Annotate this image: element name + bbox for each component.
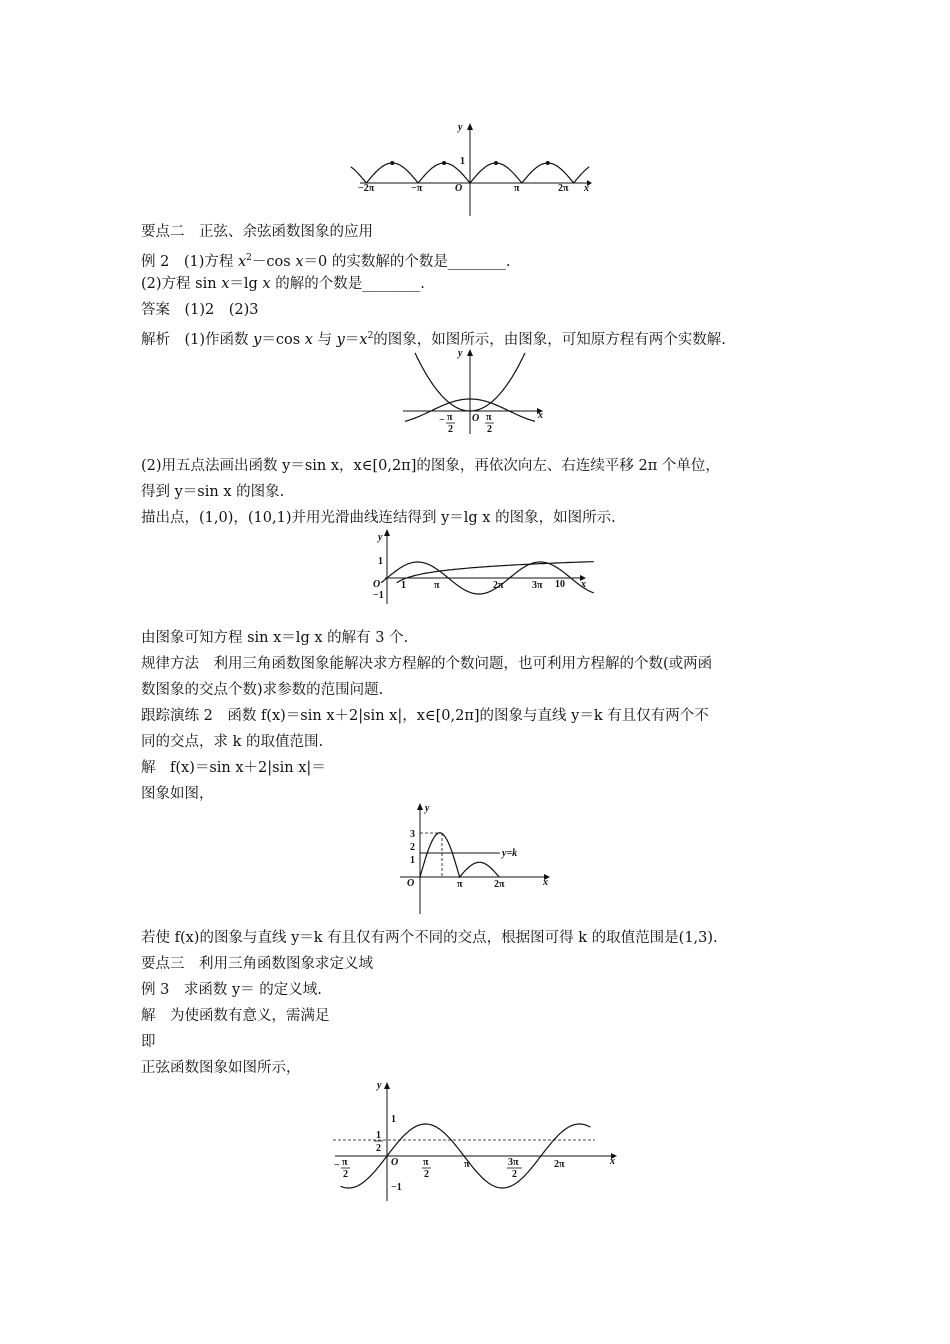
key-point-3-heading: 要点三 利用三角函数图象求定义域 <box>141 956 373 972</box>
svg-text:π: π <box>434 580 440 591</box>
svg-text:O: O <box>373 579 381 590</box>
figure-sin-vs-lg <box>365 528 595 608</box>
svg-text:2π: 2π <box>494 879 505 890</box>
example3-solution: 解 为使函数有意义，需满足 <box>141 1008 330 1024</box>
svg-text:π: π <box>514 183 520 194</box>
example2-analysis2-line2: 得到 y＝sin x 的图象. <box>141 484 285 500</box>
svg-text:x: x <box>543 877 548 888</box>
peak-dot <box>494 161 498 165</box>
svg-text:1: 1 <box>378 556 383 567</box>
peak-dot <box>390 161 394 165</box>
peak-dot <box>442 161 446 165</box>
figure-cos-vs-square <box>398 346 548 436</box>
svg-text:−π: −π <box>411 183 423 194</box>
svg-text:x: x <box>610 1156 615 1167</box>
svg-text:2: 2 <box>448 424 453 435</box>
svg-text:2: 2 <box>343 1169 348 1180</box>
svg-text:−1: −1 <box>391 1182 402 1193</box>
key-point-2-heading: 要点二 正弦、余弦函数图象的应用 <box>141 224 373 240</box>
svg-text:π: π <box>457 879 463 890</box>
svg-text:1: 1 <box>410 855 415 866</box>
practice2-line2: 同的交点，求 k 的取值范围. <box>141 734 324 750</box>
example2-analysis2-line3: 描出点，(1,0)，(10,1)并用光滑曲线连结得到 y＝lg x 的图象，如图所示. <box>141 510 616 526</box>
figure-sin-half <box>325 1076 625 1206</box>
svg-text:y: y <box>378 532 383 543</box>
figure-abs-sin <box>355 118 595 218</box>
sin-lg-graph <box>365 528 595 608</box>
method-line2: 数图象的交点个数)求参数的范围问题. <box>141 682 384 698</box>
svg-text:10: 10 <box>555 579 565 590</box>
svg-text:π: π <box>342 1157 348 1168</box>
example3-question: 例 3 求函数 y＝ 的定义域. <box>141 982 322 998</box>
svg-text:−: − <box>439 415 445 426</box>
svg-text:1: 1 <box>460 156 465 167</box>
svg-text:y=k: y=k <box>502 848 518 859</box>
example3-graph-note: 正弦函数图象如图所示， <box>141 1060 301 1076</box>
svg-text:3π: 3π <box>508 1157 519 1168</box>
svg-text:y: y <box>377 1080 382 1091</box>
example2-question2: (2)方程 sin x＝lg x 的解的个数是________. <box>141 276 425 292</box>
svg-text:2: 2 <box>424 1169 429 1180</box>
svg-text:1: 1 <box>391 1114 396 1125</box>
example2-analysis1: 解析 (1)作函数 y＝cos x 与 $y=x^2$的图象，如图所示，由图象，可知原方程有两个实数解. <box>141 331 726 348</box>
peak-dot <box>546 161 550 165</box>
cos-square-graph <box>398 346 548 436</box>
svg-text:2: 2 <box>487 424 492 435</box>
example3-then: 即 <box>141 1034 156 1050</box>
svg-text:x: x <box>584 183 589 194</box>
svg-text:2π: 2π <box>554 1159 565 1170</box>
practice2-line1: 跟踪演练 2 函数 f(x)＝sin x＋2|sin x|，x∈[0,2π]的图象与直线 y＝k 有且仅有两个不 <box>141 708 709 724</box>
piecewise-sin-graph <box>390 800 560 918</box>
svg-text:3: 3 <box>410 829 415 840</box>
example2-analysis2-line1: (2)用五点法画出函数 y＝sin x，x∈[0,2π]的图象，再依次向左、右连续平移 2π 个单位， <box>141 458 720 474</box>
svg-text:O: O <box>472 413 480 424</box>
svg-text:−: − <box>334 1160 340 1171</box>
svg-text:y: y <box>425 803 430 814</box>
figure-piecewise-sin <box>390 800 560 918</box>
sin-half-graph <box>325 1076 625 1206</box>
svg-text:3π: 3π <box>532 580 543 591</box>
svg-text:x: x <box>538 410 543 421</box>
example2-question1: 例 2 (1)方程 $x^2-\cos$ x＝0 的实数解的个数是________. <box>141 253 511 270</box>
svg-text:π: π <box>447 412 453 423</box>
svg-text:x: x <box>581 579 586 590</box>
example2-conclusion: 由图象可知方程 sin x＝lg x 的解有 3 个. <box>141 630 409 646</box>
svg-text:y: y <box>458 348 463 359</box>
abs-sin-graph <box>355 118 595 218</box>
svg-text:π: π <box>423 1157 429 1168</box>
practice2-graph-note: 图象如图， <box>141 786 214 802</box>
svg-text:2: 2 <box>512 1169 517 1180</box>
svg-text:1: 1 <box>401 580 406 591</box>
svg-text:−1: −1 <box>373 590 384 601</box>
svg-text:2π: 2π <box>493 580 504 591</box>
svg-text:O: O <box>391 1157 399 1168</box>
svg-text:1: 1 <box>376 1130 381 1141</box>
svg-text:π: π <box>486 412 492 423</box>
practice2-result: 若使 f(x)的图象与直线 y＝k 有且仅有两个不同的交点，根据图可得 k 的取值范围是(1,3). <box>141 930 718 946</box>
example2-answer: 答案 (1)2 (2)3 <box>141 302 259 318</box>
svg-text:2π: 2π <box>558 183 569 194</box>
method-line1: 规律方法 利用三角函数图象能解决求方程解的个数问题，也可利用方程解的个数(或两函 <box>141 656 713 672</box>
svg-text:2: 2 <box>410 842 415 853</box>
practice2-solution: 解 f(x)＝sin x＋2|sin x|＝ <box>141 760 326 776</box>
svg-text:π: π <box>464 1159 470 1170</box>
svg-text:O: O <box>407 878 415 889</box>
svg-text:y: y <box>458 122 463 133</box>
svg-text:O: O <box>455 183 463 194</box>
svg-text:2: 2 <box>376 1143 381 1154</box>
svg-text:−2π: −2π <box>358 183 375 194</box>
